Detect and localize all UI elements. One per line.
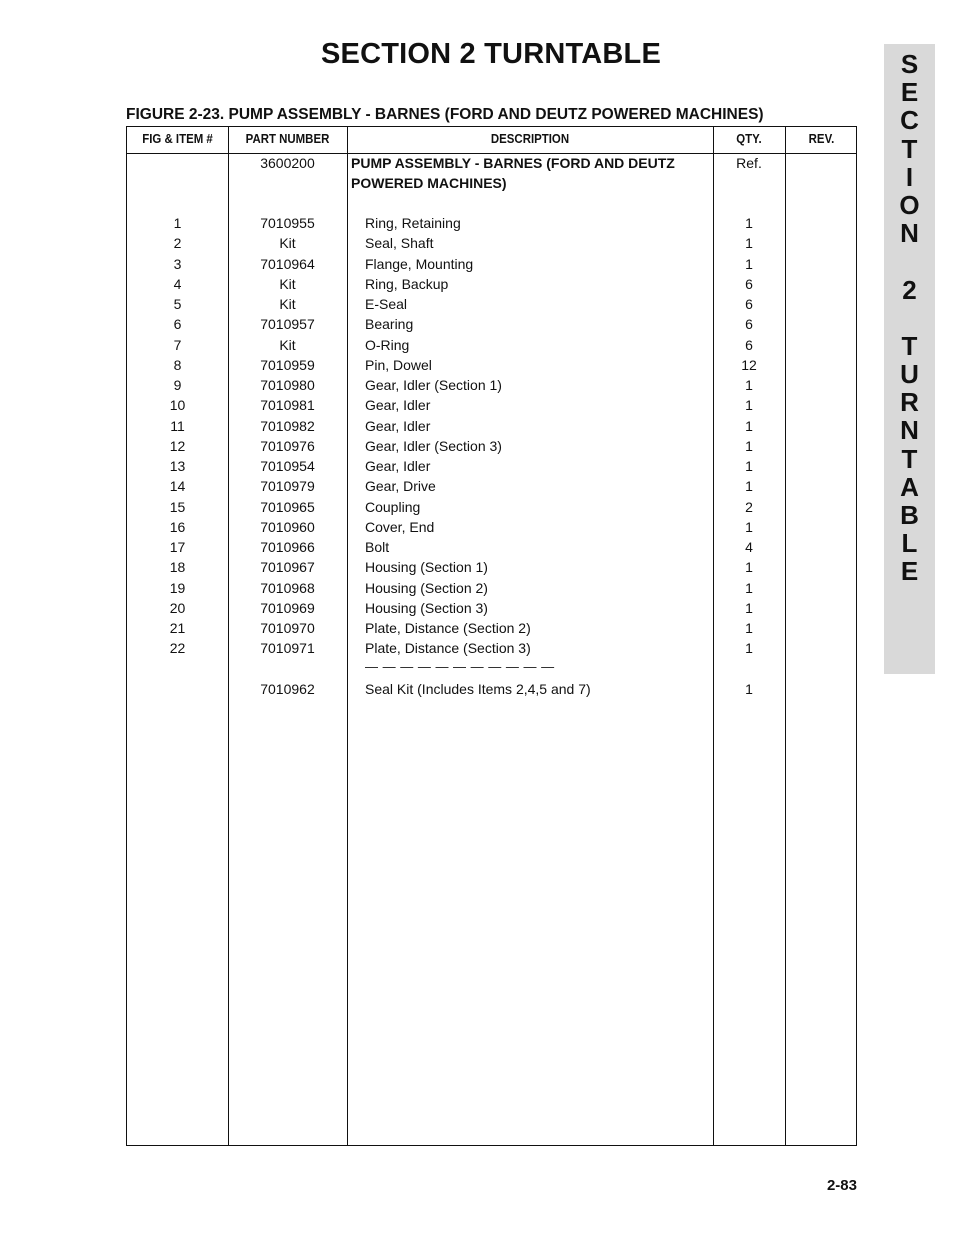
- row-part-number: 7010954: [260, 458, 315, 474]
- row-description: Housing (Section 1): [365, 559, 488, 576]
- row-part-number: 7010968: [260, 579, 315, 596]
- kit-part-number: 7010962: [260, 680, 315, 697]
- row-qty: 1: [745, 640, 753, 657]
- row-description: Gear, Idler (Section 1): [365, 377, 502, 393]
- column-divider: [785, 127, 786, 1145]
- header-rev: REV.: [808, 131, 835, 146]
- side-tab-letter: C: [900, 105, 919, 136]
- row-qty: 1: [745, 579, 753, 596]
- row-part-number: Kit: [279, 296, 296, 312]
- row-fig-item: 18: [169, 559, 186, 576]
- row-qty: 1: [745, 478, 753, 495]
- row-part-number: 7010970: [260, 620, 315, 636]
- side-tab-letter: S: [900, 49, 919, 79]
- row-fig-item: 10: [169, 397, 186, 414]
- row-fig-item: 3: [173, 255, 182, 272]
- side-tab-letter: T: [901, 133, 918, 164]
- row-qty: 1: [745, 518, 753, 535]
- figure-title: FIGURE 2-23. PUMP ASSEMBLY - BARNES (FORD AND DEUTZ POWERED MACHINES): [126, 106, 764, 123]
- row-part-number: 7010965: [260, 498, 315, 515]
- column-divider: [347, 127, 348, 1145]
- row-part-number: 7010964: [260, 255, 315, 272]
- row-part-number: 7010976: [260, 437, 315, 454]
- row-description: Ring, Backup: [365, 275, 449, 292]
- row-qty: 1: [745, 417, 753, 434]
- row-fig-item: 20: [169, 599, 186, 616]
- row-description: Plate, Distance (Section 2): [365, 620, 531, 636]
- side-tab-letter: U: [900, 359, 919, 390]
- row-fig-item: 14: [169, 478, 186, 495]
- row-qty: 6: [745, 296, 753, 312]
- row-description: Housing (Section 2): [365, 579, 488, 596]
- row-description: Gear, Idler (Section 3): [365, 437, 502, 454]
- row-part-number: 7010969: [260, 599, 315, 616]
- kit-qty: 1: [745, 680, 753, 697]
- side-tab-letter: E: [900, 77, 919, 108]
- side-tab-letter: E: [900, 556, 919, 587]
- assembly-qty: Ref.: [736, 155, 762, 171]
- row-fig-item: 11: [170, 417, 185, 434]
- row-fig-item: 9: [173, 377, 182, 393]
- side-tab-letter: 2: [902, 274, 917, 305]
- row-fig-item: 16: [169, 518, 186, 535]
- row-part-number: Kit: [279, 235, 296, 252]
- row-qty: 6: [745, 275, 753, 292]
- row-description: E-Seal: [365, 296, 408, 312]
- header-description: DESCRIPTION: [490, 131, 570, 146]
- row-description: Ring, Retaining: [365, 215, 461, 231]
- header-fig-item: FIG & ITEM #: [142, 131, 213, 146]
- side-tab-letters: [884, 50, 935, 586]
- row-fig-item: 5: [173, 296, 182, 312]
- side-tab-letter: L: [901, 528, 918, 559]
- row-fig-item: 4: [173, 275, 182, 292]
- row-qty: 1: [745, 397, 753, 414]
- row-fig-item: 17: [169, 539, 186, 555]
- row-description: Bolt: [365, 539, 390, 555]
- row-fig-item: 13: [169, 458, 186, 474]
- row-description: Housing (Section 3): [365, 599, 488, 616]
- side-tab-letter: A: [900, 471, 919, 502]
- row-fig-item: 12: [169, 437, 186, 454]
- assembly-part-number: 3600200: [260, 155, 315, 171]
- row-fig-item: 7: [173, 336, 182, 353]
- side-tab-letter: T: [901, 443, 918, 474]
- row-part-number: 7010955: [260, 215, 315, 231]
- row-qty: 1: [745, 377, 753, 393]
- header-qty: QTY.: [736, 131, 762, 146]
- row-description: Flange, Mounting: [365, 255, 474, 272]
- row-description: O-Ring: [365, 336, 410, 353]
- side-tab-letter: I: [905, 161, 914, 192]
- row-part-number: Kit: [279, 275, 296, 292]
- row-part-number: 7010967: [260, 559, 315, 576]
- row-qty: 6: [745, 336, 753, 353]
- row-qty: 2: [745, 498, 753, 515]
- separator-line: — — — — — — — — — — —: [365, 658, 555, 674]
- row-qty: 1: [745, 437, 753, 454]
- row-description: Coupling: [365, 498, 421, 515]
- row-qty: 1: [745, 458, 753, 474]
- section-side-tab: [884, 44, 935, 674]
- header-part-number: PART NUMBER: [245, 131, 330, 146]
- row-qty: 6: [745, 316, 753, 333]
- row-description: Gear, Idler: [365, 458, 431, 474]
- row-part-number: 7010982: [260, 417, 315, 434]
- row-part-number: 7010966: [260, 539, 315, 555]
- row-part-number: 7010957: [260, 316, 315, 333]
- row-part-number: 7010981: [260, 397, 315, 414]
- row-part-number: 7010960: [260, 518, 315, 535]
- row-fig-item: 21: [169, 620, 186, 636]
- row-part-number: 7010980: [260, 377, 315, 393]
- row-part-number: 7010979: [260, 478, 315, 495]
- row-qty: 4: [745, 539, 753, 555]
- row-qty: 1: [745, 215, 753, 231]
- row-part-number: Kit: [279, 336, 296, 353]
- side-tab-letter: R: [900, 387, 919, 418]
- row-qty: 1: [745, 235, 753, 252]
- row-fig-item: 15: [169, 498, 186, 515]
- row-description: Gear, Idler: [365, 417, 431, 434]
- row-qty: 1: [745, 255, 753, 272]
- parts-table: [126, 126, 857, 1146]
- side-tab-letter: B: [900, 500, 919, 530]
- side-tab-letter: N: [900, 218, 919, 249]
- assembly-description: PUMP ASSEMBLY - BARNES (FORD AND DEUTZ POWERED MACHINES): [351, 155, 675, 191]
- row-fig-item: 1: [173, 215, 182, 231]
- row-fig-item: 6: [173, 316, 182, 333]
- section-title: SECTION 2 TURNTABLE: [321, 38, 661, 70]
- row-qty: 1: [745, 559, 753, 576]
- row-description: Bearing: [365, 316, 414, 333]
- row-part-number: 7010971: [260, 640, 315, 657]
- row-fig-item: 19: [169, 579, 186, 596]
- row-fig-item: 22: [169, 640, 186, 657]
- row-description: Pin, Dowel: [365, 356, 432, 373]
- row-fig-item: 8: [173, 356, 182, 373]
- row-fig-item: 2: [173, 235, 182, 252]
- row-description: Gear, Drive: [365, 478, 436, 495]
- row-description: Cover, End: [365, 518, 435, 535]
- row-description: Plate, Distance (Section 3): [365, 640, 531, 657]
- page-number: 2-83: [826, 1177, 857, 1194]
- row-qty: 12: [741, 356, 757, 373]
- side-tab-letter: T: [901, 330, 918, 361]
- side-tab-letter: O: [899, 189, 920, 220]
- kit-description: Seal Kit (Includes Items 2,4,5 and 7): [365, 680, 591, 697]
- side-tab-letter: N: [900, 415, 919, 446]
- row-description: Seal, Shaft: [365, 235, 434, 252]
- row-description: Gear, Idler: [365, 397, 431, 414]
- row-qty: 1: [745, 620, 753, 636]
- row-qty: 1: [745, 599, 753, 616]
- row-part-number: 7010959: [260, 356, 315, 373]
